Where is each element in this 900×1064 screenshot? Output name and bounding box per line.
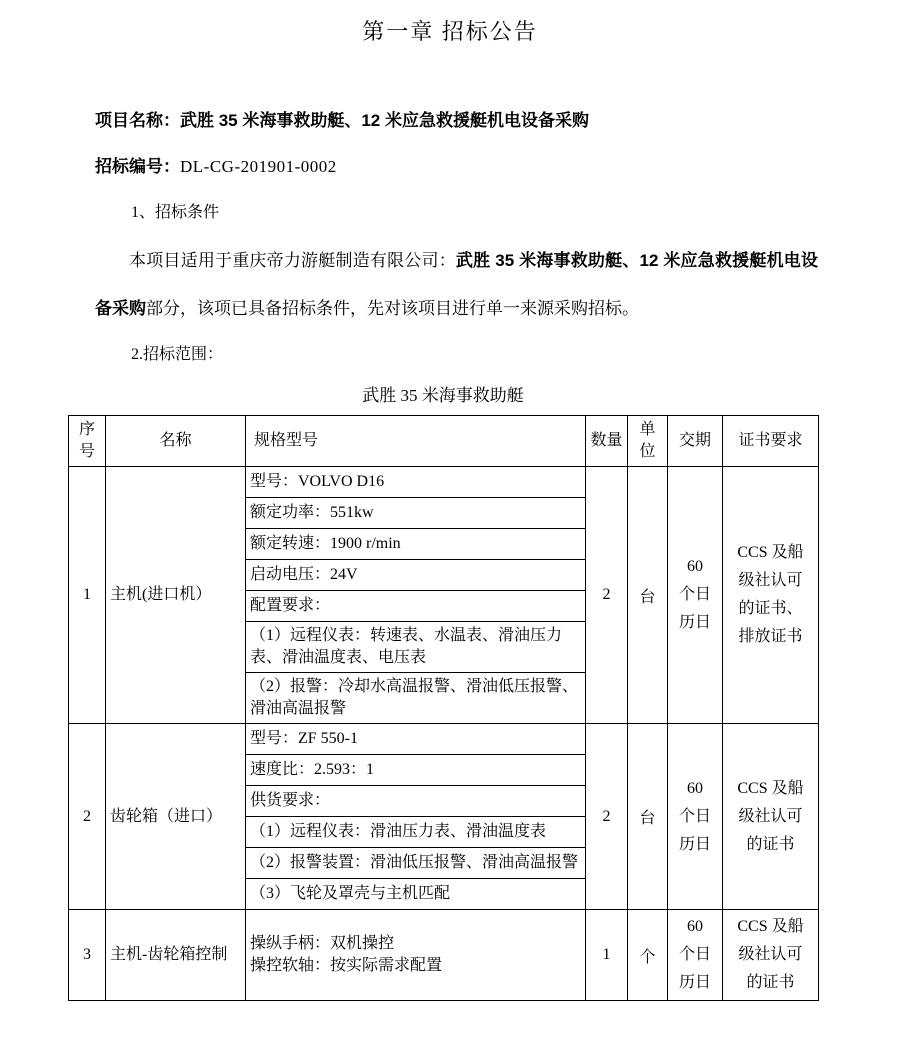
page-title [0, 0, 900, 48]
item-seq-no: 1 [69, 467, 106, 724]
page-title-text: 第一章 招标公告 [362, 19, 538, 44]
header-quantity: 数量 [586, 416, 628, 467]
item-spec-line: （1）远程仪表：滑油压力表、滑油温度表 [246, 817, 586, 848]
item-row-2 [69, 724, 819, 755]
item-unit: 台 [628, 724, 668, 910]
item-quantity: 2 [586, 724, 628, 910]
item-spec-line: （3）飞轮及罩壳与主机匹配 [246, 879, 586, 910]
section-heading-bid-scope: 2.招标范围： [131, 346, 224, 363]
item-spec-line: 型号：VOLVO D16 [246, 467, 586, 498]
item-spec-line: （2）报警：冷却水高温报警、滑油低压报警、滑油高温报警 [246, 673, 586, 724]
item-spec-line: 供货要求： [246, 786, 586, 817]
bid-number-label: 招标编号： [95, 157, 180, 176]
item-spec-line: （1）远程仪表：转速表、水温表、滑油压力表、滑油温度表、电压表 [246, 622, 586, 673]
header-seq-no: 序号 [69, 416, 106, 467]
item-spec-line: 额定功率：551kw [246, 498, 586, 529]
table-caption: 武胜 35 米海事救助艇 [362, 386, 524, 405]
item-certificate: CCS 及船 级社认可 的证书 [723, 910, 819, 1001]
item-certificate: CCS 及船 级社认可 的证书、 排放证书 [723, 467, 819, 724]
item-delivery: 60 个日 历日 [668, 910, 723, 1001]
bid-number-line [95, 154, 818, 180]
item-delivery: 60 个日 历日 [668, 467, 723, 724]
item-spec-line: 启动电压：24V [246, 560, 586, 591]
project-name-value: 武胜 35 米海事救助艇、12 米应急救援艇机电设备采购 [180, 111, 589, 130]
item-seq-no: 2 [69, 724, 106, 910]
table-header-row [69, 416, 819, 467]
bid-conditions-paragraph [95, 237, 818, 333]
equipment-spec-table [68, 415, 819, 1001]
item-name: 主机-齿轮箱控制 [106, 910, 246, 1001]
item-seq-no: 3 [69, 910, 106, 1001]
header-unit: 单位 [628, 416, 668, 467]
item-name: 齿轮箱（进口） [106, 724, 246, 910]
item-spec-line: （2）报警装置：滑油低压报警、滑油高温报警 [246, 848, 586, 879]
item-name: 主机(进口机） [106, 467, 246, 724]
item-spec-line: 额定转速：1900 r/min [246, 529, 586, 560]
paragraph-text-after: 部分，该项已具备招标条件，先对该项目进行单一来源采购招标。 [146, 299, 639, 318]
paragraph-text-bold: 武胜 35 米海事救助艇、12 米应急救援艇机电设备采购 [95, 251, 818, 318]
section-heading-bid-conditions: 1、招标条件 [131, 204, 220, 221]
item-unit: 台 [628, 467, 668, 724]
header-spec-model: 规格型号 [246, 416, 586, 467]
item-quantity: 2 [586, 467, 628, 724]
item-unit: 个 [628, 910, 668, 1001]
header-certificate: 证书要求 [723, 416, 819, 467]
item-row-1 [69, 467, 819, 498]
header-name: 名称 [106, 416, 246, 467]
item-spec-line: 操纵手柄：双机操控 操控软轴：按实际需求配置 [246, 910, 586, 1001]
item-quantity: 1 [586, 910, 628, 1001]
paragraph-text-before: 本项目适用于重庆帝力游艇制造有限公司： [129, 251, 456, 270]
header-delivery: 交期 [668, 416, 723, 467]
item-certificate: CCS 及船 级社认可 的证书 [723, 724, 819, 910]
items-tbody [69, 467, 819, 1001]
item-spec-line: 配置要求： [246, 591, 586, 622]
item-row-3 [69, 910, 819, 1001]
item-delivery: 60 个日 历日 [668, 724, 723, 910]
item-spec-line: 速度比：2.593：1 [246, 755, 586, 786]
item-spec-line: 型号：ZF 550-1 [246, 724, 586, 755]
bid-number-value: DL-CG-201901-0002 [180, 157, 337, 176]
project-name-line [95, 108, 818, 134]
project-name-label: 项目名称： [95, 111, 180, 130]
